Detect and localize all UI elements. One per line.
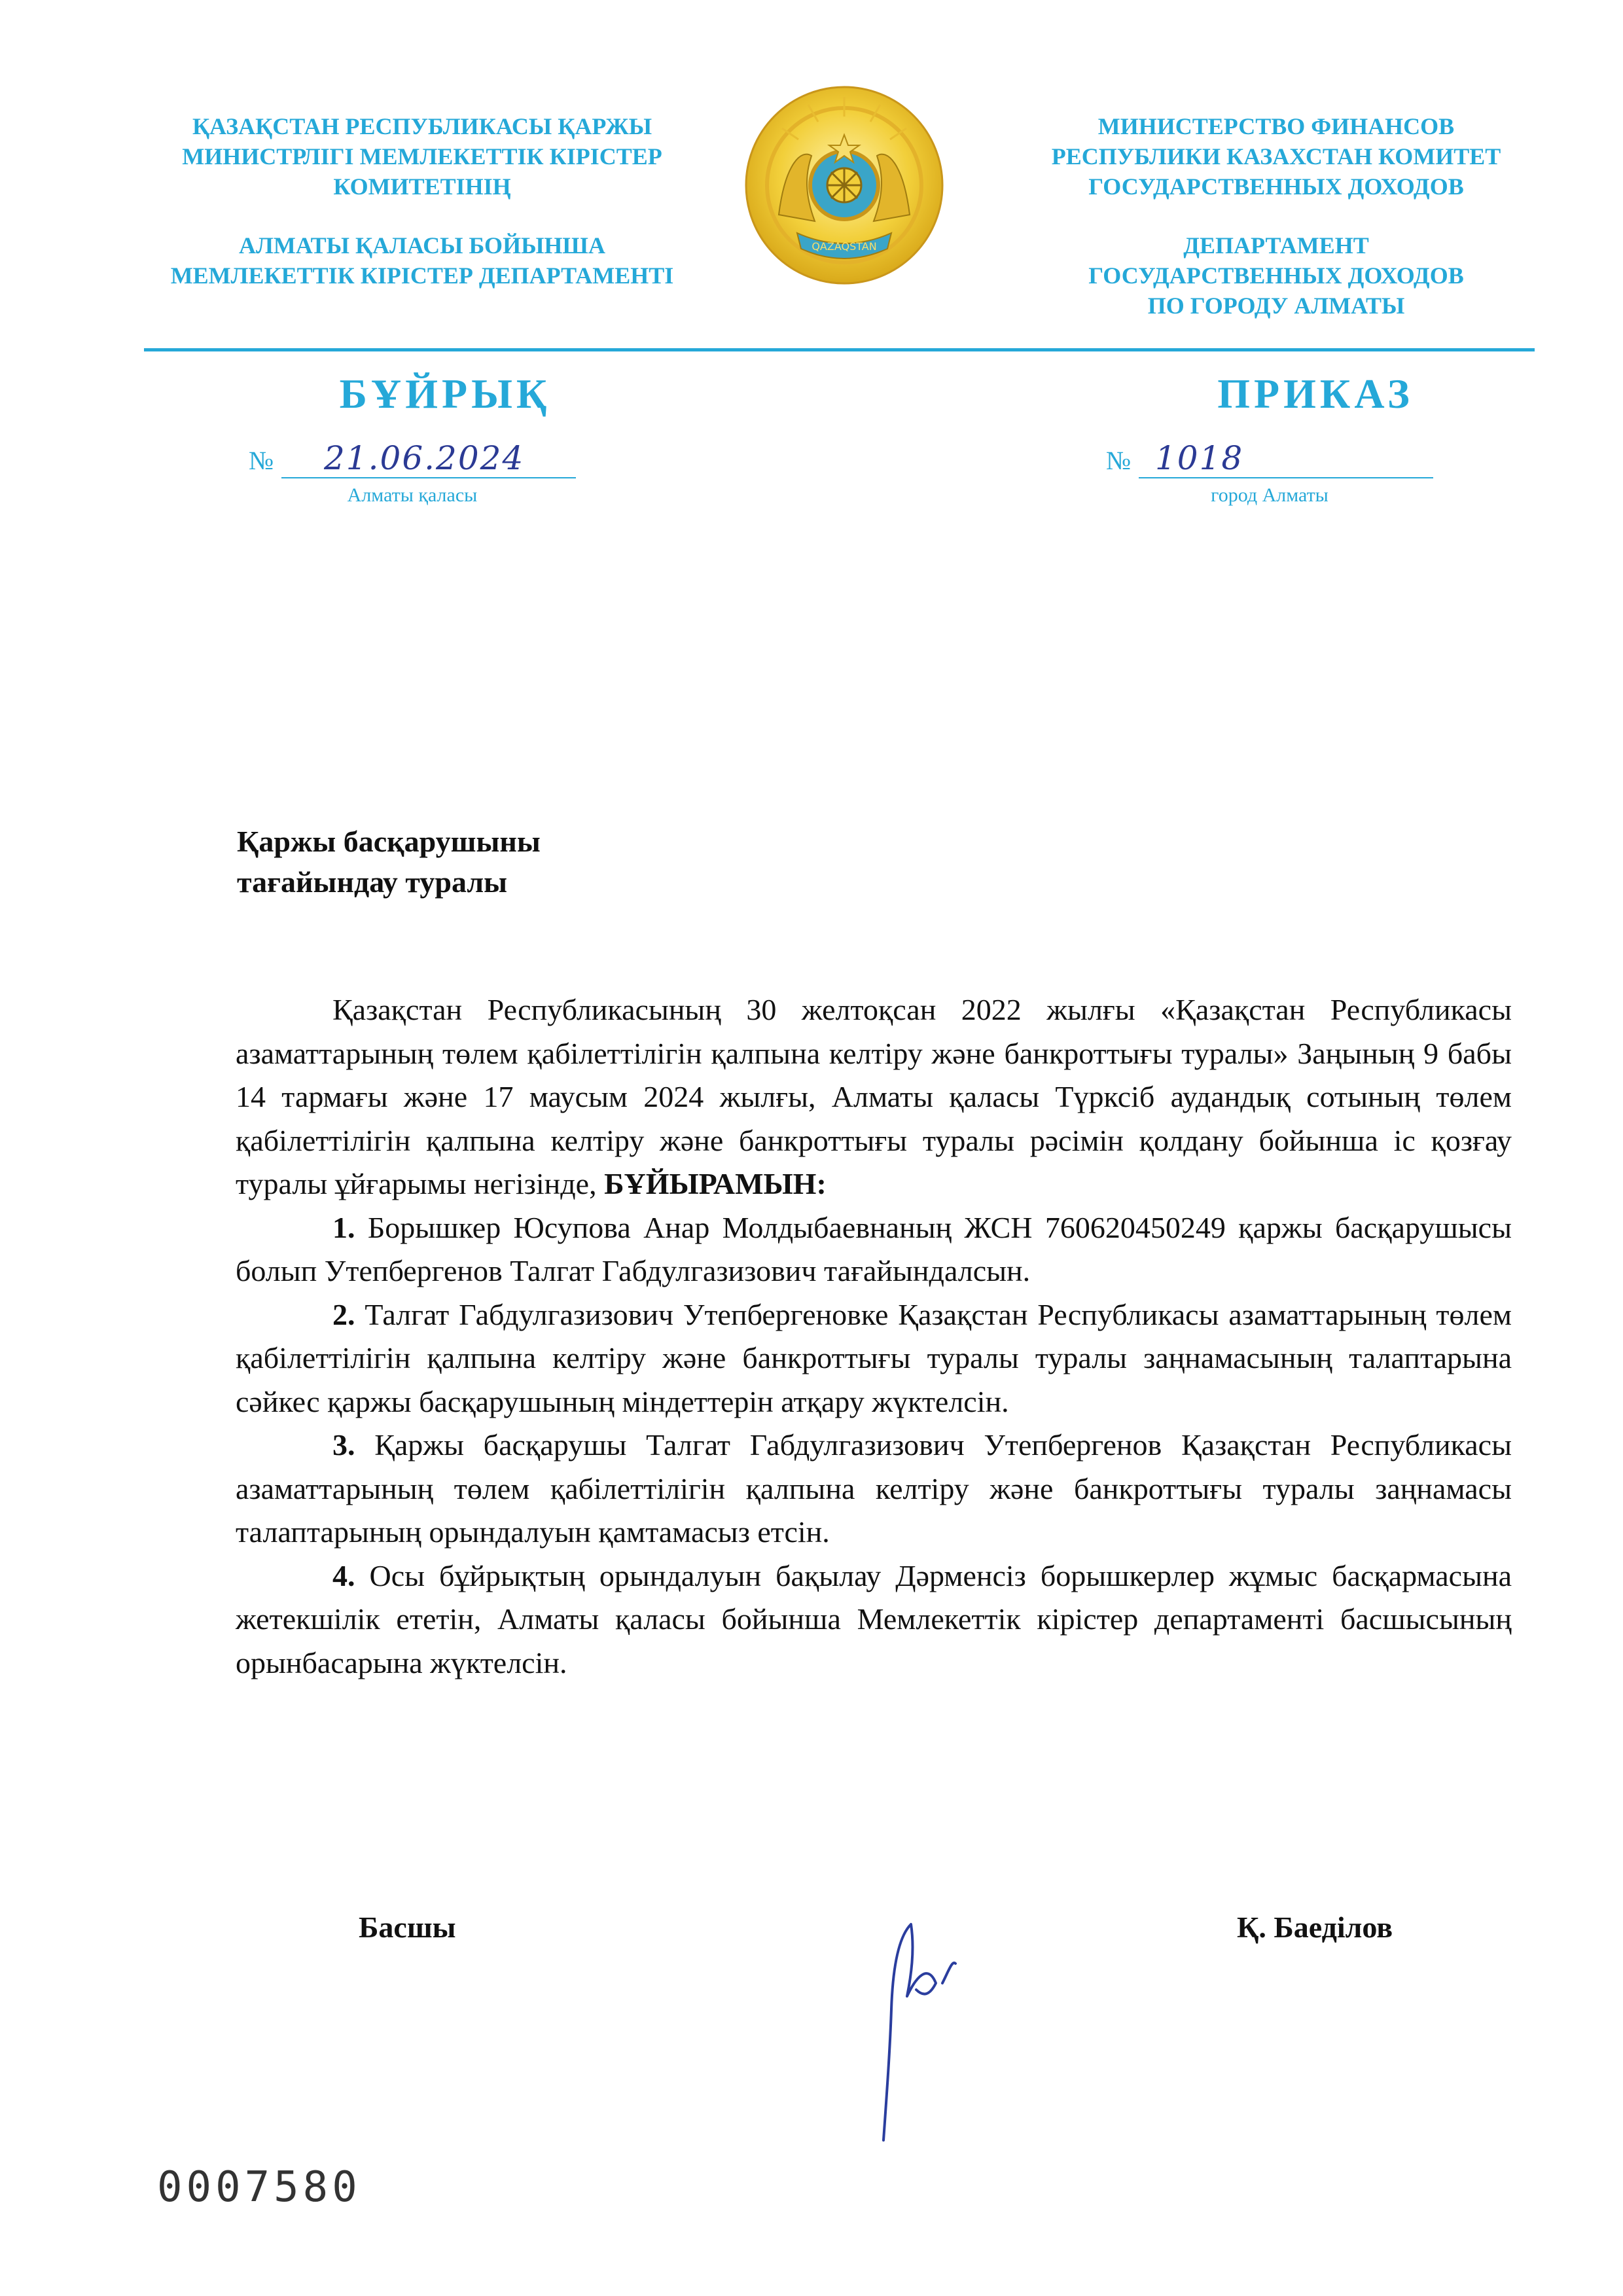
handwritten-signature-icon [851, 1898, 982, 2147]
header-line: ДЕПАРТАМЕНТ [1183, 232, 1369, 259]
preamble-text: Қазақстан Республикасының 30 желтоқсан 2022 жылғы «Қазақстан Республикасы азаматтарының төлем қабілеттілігін қалпына келтіру және банкроттығы туралы» Заңының 9 бабы 14 тармағы және 17 маусым 2024 жылғы, Алматы қаласы Түрксіб аудандық сотының төлем қабілеттілігін қалпына келтіру және банкроттығы туралы рәсімін қолдану бойынша іс қозғау туралы ұйғарымы негізінде, [236, 993, 1512, 1200]
item-text: Борышкер Юсупова Анар Молдыбаевнаның ЖСН 760620450249 қаржы басқарушысы болып Утепбергенов Талгат Габдулгазизович тағайындалсын. [236, 1210, 1512, 1287]
order-subject [237, 821, 541, 903]
order-title-kz: БҰЙРЫҚ [339, 370, 551, 417]
order-date-handwritten: 21.06.2024 [324, 439, 525, 477]
order-body [236, 988, 1512, 1685]
order-number-field [1106, 435, 1433, 481]
item-number: 4. [332, 1558, 355, 1592]
header-line: МЕМЛЕКЕТТІК КІРІСТЕР ДЕПАРТАМЕНТІ [170, 262, 674, 289]
number-sign: № [1106, 446, 1132, 475]
header-right-org [995, 111, 1558, 321]
item-number: 1. [332, 1210, 355, 1244]
order-date-field [249, 435, 576, 481]
serial-number: 0007580 [157, 2163, 361, 2212]
item-text: Осы бұйрықтың орындалуын бақылау Дәрменсіз борышкерлер жұмыс басқармасына жетекшілік ететін, Алматы қаласы бойынша Мемлекеттік кірістер департаменті басшысының орынбасарына жүктелсін. [236, 1558, 1512, 1679]
header-divider [144, 348, 1535, 351]
city-ru: город Алматы [1211, 484, 1329, 506]
order-item [236, 1424, 1512, 1554]
header-line: ГОСУДАРСТВЕННЫХ ДОХОДОВ [1088, 262, 1464, 289]
preamble-paragraph [236, 988, 1512, 1206]
item-number: 3. [332, 1428, 355, 1462]
header-line: АЛМАТЫ ҚАЛАСЫ БОЙЫНША [239, 232, 605, 259]
item-text: Талгат Габдулгазизович Утепбергеновке Қазақстан Республикасы азаматтарының төлем қабілеттілігін қалпына келтіру және банкроттығы туралы туралы заңнамасының талаптарына сәйкес қаржы басқарушының міндеттерін атқару жүктелсін. [236, 1297, 1512, 1418]
order-title-ru: ПРИКАЗ [1217, 370, 1414, 417]
order-number-handwritten: 1018 [1155, 439, 1244, 477]
city-kz: Алматы қаласы [347, 484, 478, 506]
header-line: ПО ГОРОДУ АЛМАТЫ [1147, 293, 1405, 319]
subject-line: тағайындау туралы [237, 865, 508, 899]
header-line: КОМИТЕТІНІҢ [333, 173, 511, 200]
header-line: ҚАЗАҚСТАН РЕСПУБЛИКАСЫ ҚАРЖЫ [192, 113, 652, 139]
signatory-position: Басшы [359, 1910, 456, 1944]
item-text: Қаржы басқарушы Талгат Габдулгазизович Утепбергенов Қазақстан Республикасы азаматтарының төлем қабілеттілігін қалпына келтіру және банкроттығы туралы заңнамасы талаптарының орындалуын қамтамасыз етсін. [236, 1428, 1512, 1549]
state-emblem-icon [740, 77, 949, 293]
signatory-name: Қ. Баеділов [1237, 1910, 1393, 1944]
order-item [236, 1293, 1512, 1424]
number-sign: № [249, 446, 274, 475]
header-line: МИНИСТРЛІГІ МЕМЛЕКЕТТІК КІРІСТЕР [182, 143, 662, 170]
order-item [236, 1554, 1512, 1685]
emblem-text: QAZAQSTAN [812, 240, 877, 253]
order-word: БҰЙЫРАМЫН: [604, 1167, 827, 1200]
header-left-org [111, 111, 733, 291]
header-line: ГОСУДАРСТВЕННЫХ ДОХОДОВ [1088, 173, 1464, 200]
header-line: РЕСПУБЛИКИ КАЗАХСТАН КОМИТЕТ [1051, 143, 1501, 170]
order-item [236, 1206, 1512, 1293]
subject-line: Қаржы басқарушыны [237, 825, 541, 858]
header-line: МИНИСТЕРСТВО ФИНАНСОВ [1097, 113, 1455, 139]
item-number: 2. [332, 1297, 355, 1331]
